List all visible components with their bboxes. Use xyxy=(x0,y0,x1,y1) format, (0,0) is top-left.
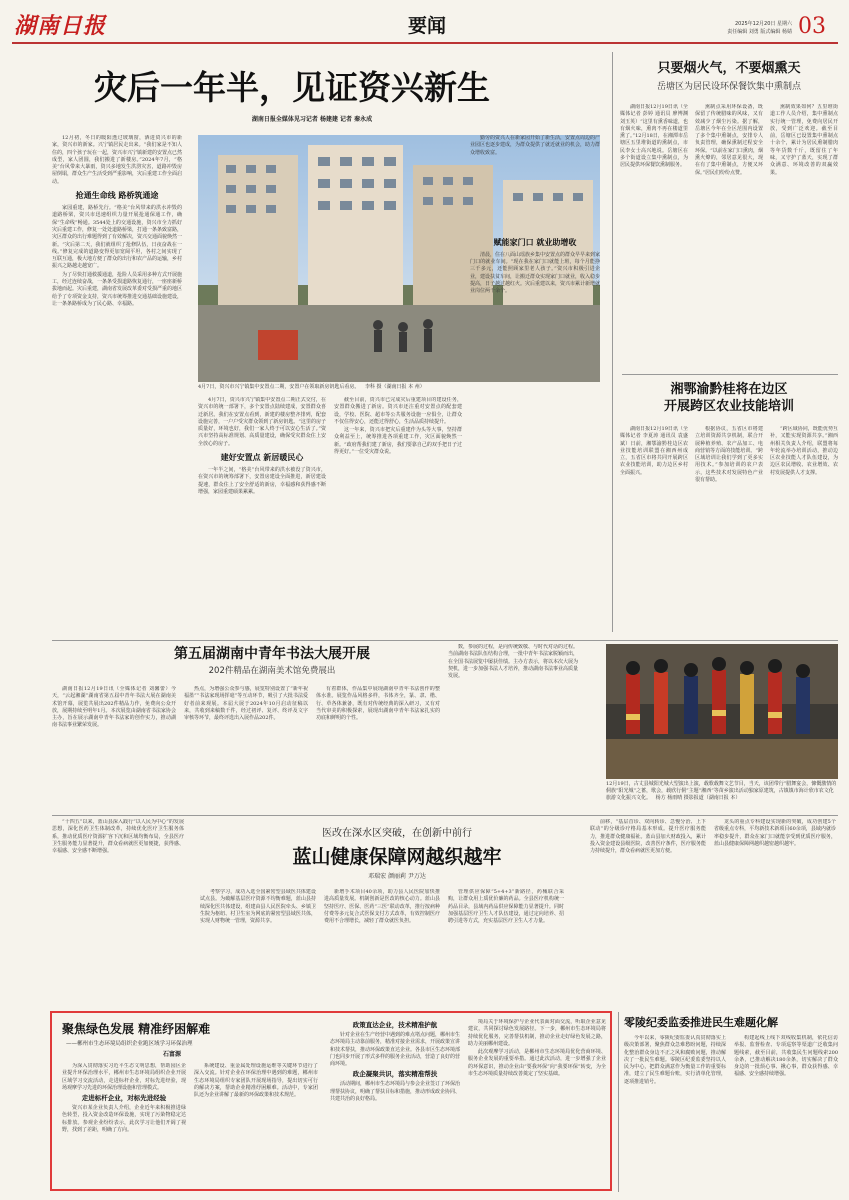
column-5: 前移，“基层首诊、双向转诊、急慢分治、上下联动”的分级诊疗格局基本形成。提升医疗服务能力，推进群众健康福祉。蓝山县加大财政投入，累计投入资金建设县级医院，改善医疗条件，医疗服务能力持续提升，群众看病就医更加方便。 xyxy=(590,819,706,855)
headline-line-2: 开展跨区农业技能培训 xyxy=(663,399,794,414)
headline: 只要烟火气，不要烟熏天 xyxy=(657,61,801,76)
photo-credit: 杨方 杨雨晴 摄影报道（湖南日报 本） xyxy=(655,795,741,801)
column-6: 龙头的重点专科建设实现新的突破，成功创建5个省级重点专科，平均新技术新项目60余项，县域内就诊率稳步提升，群众在家门口就能享受到优质医疗服务，蓝山县健康保障网越织越密越织越牢。 xyxy=(714,819,836,847)
photo-credit: 李科 摄（湖南日报 本 州） xyxy=(364,384,425,390)
headline: 零陵纪委监委推进民生难题化解 xyxy=(624,1016,778,1029)
byline: 石富源 xyxy=(162,1051,181,1058)
column-2: 热点，为增强公众参与感，展览特别设置了“新年祝福墨”“书法家现场挥毫”等互动环节，吸引了大批书法爱好者前来观展。本届大展于2024年10月启动征稿以来，共收到来稿数千件，经过初评、复评、终评及文字审核等环节，最终评选出入展作品202件。 xyxy=(184,686,308,722)
article-healthcare xyxy=(52,819,838,1009)
photo-dancers xyxy=(606,644,838,779)
column-1: “十四五”以来，蓝山县深入践行“以人民为中心”的发展思想，深化医药卫生体制改革，持续优化医疗卫生服务体系，推动优质医疗资源扩容下沉和区域均衡布局，全县医疗卫生服务能力显著提升，群众看病就医更加便捷，获得感、幸福感、安全感不断增强。 xyxy=(52,819,184,855)
page-number: 03 xyxy=(798,14,826,39)
column-2: 系统建设、重金属处理设施运维等关键环节进行了深入交流。针对企业在环保治理中遇到的难题，郴州市生态环境局组织专家团队开展现场指导，提出切实可行的解决方案，帮助企业精准纾困解难。活动中，专家团队还为企业讲解了最新的环保政策和技术规范。 xyxy=(194,1063,318,1099)
headline: 第五届湖南中青年书法大展开展 xyxy=(174,646,370,662)
column-3: 熏制效果如何？五里堆街道工作人员介绍，集中熏制点实行统一管理，免费向居民开放，受到广泛欢迎。截至目前，岳塘区已设置集中熏制点十余个，累计为居民熏制腊肉等年货数千斤，既留住了年味，又守护了蓝天，实现了群众满意、环境改善的双赢效果。 xyxy=(770,104,838,176)
subheadline: 202件精品在湖南美术馆免费展出 xyxy=(208,666,336,676)
section-divider xyxy=(622,374,838,375)
column-3: 有着群体，作品集中展现湖南中青年书法创作的整体水准。展览作品风格多样，书体齐全，篆、隶、楷、行、草各体兼备，既有对传统经典的深入研习，又有对当代审美的积极探索，展现出湖南中青年书法家扎实的功底和鲜明的个性。 xyxy=(316,686,440,722)
section-title: 要闻 xyxy=(407,15,446,37)
column-divider xyxy=(612,52,613,632)
column-1: 湖南日报12月19日讯（全媒体记者 彭婷 通讯员 廖博渊 刘玉英）“这里有熏香味道，也有烟火味，熏肉不再在楼道里熏了。”12月18日，在湘潭市岳塘区五里堆街道的熏制点，市民李女士高兴地说。岳塘区在多个街道设立集中熏制点，为居民提供环保餐饮熏制服务。 xyxy=(620,104,688,169)
photo-caption: 4月7日，资兴市兴宁镇集中安置点二期，安置户在领取新房钥匙后看房。 李科 摄（湖南日报 本 州） xyxy=(198,384,425,390)
column-2: 构建起线上线下双线收集机制，依托信访举报、监督检查、专项巡察等渠道广泛收集问题线索，截至目前，共收集民生问题线索200余条，已推动解决180余条，切实解决了群众身边的一批烦心事、揪心事，群众获得感、幸福感、安全感持续增强。 xyxy=(734,1035,838,1078)
subhead-housing: 建好安置点 新居暖民心 xyxy=(220,453,304,463)
masthead-rule xyxy=(12,42,838,44)
column-1: 今年以来，零陵纪委监委认真贯彻落实上级决策部署，聚焦群众急难愁盼问题，持续深化整治群众身边不正之风和腐败问题，推动解决了一批民生难题。零陵区纪委监委坚持以人民为中心，把群众满意作为衡量工作的重要标准，建立了民生难题台账，实行清单化管理，逐项推进销号。 xyxy=(624,1035,726,1085)
column-3: “跨区域协同，既能优势互补，又能实现资源共享。”湘西州相关负责人介绍，联盟将每年轮流举办培训活动，推动边区农业技能人才队伍建设，为边区农民增收、农业增效、农村发展提供人才支撑。 xyxy=(770,426,838,476)
issue-date: 2025年12月20日 星期六 xyxy=(734,21,792,27)
section-divider xyxy=(52,815,838,816)
column-3: 新增手术项目40余项，助力县人民医院加快推进高质量发展。机制创新是医改的核心动力。蓝山县坚持医疗、医保、医药“三医”联动改革，推行按病种付费等多元复合式医保支付方式改革，有效控制医疗费用不合理增长，减轻了群众就医负担。 xyxy=(324,889,440,925)
column-4: 境局关于环境保护与企业代表面对面交流，听取企业意见建议，共同探讨绿色发展路径。下一步，郴州市生态环境局将持续优化服务，完善帮扶机制，推动企业走好绿色发展之路，助力美丽郴州建设。 此次观摩学习活动，是郴州市生态环境局优化营商环境、服务企业发展的重要举措。通过此次活动，进一步增强了企业的环保意识，推动企业由“要我环保”向“我要环保”转变，为全市生态环境质量持续改善奠定了坚实基础。 xyxy=(468,1019,606,1078)
byline: 湖南日报全媒体见习记者 杨建建 记者 秦永成 xyxy=(251,116,373,123)
subhead-policy: 政策直达企业，技术精准护航 xyxy=(352,1021,438,1029)
subheadline: 岳塘区为居民设环保餐饮集中熏制点 xyxy=(656,82,801,92)
article-smoke xyxy=(620,52,838,372)
column-3: 截至目前，资兴市已完成灾后重建项目的建设任务，安置群众搬进了新房。资兴市还注重对安置点的配套建设，学校、医院、超市等公共服务设施一应俱全，让群众不仅住得安心，还能过得舒心，生活品质持续提升。 这一年来，资兴市把灾后重建作为头等大事，坚持群众利益至上，统筹推进各项重建工作，灾区面貌焕然一新。“政府帮我们建了新房，我们要靠自己的双手把日子过得更好。”一位受灾群众说。 xyxy=(334,397,462,456)
subhead-benchmark: 走进标杆企业，对标先进经验 xyxy=(81,1094,167,1103)
subhead-jobs: 赋能家门口 就业助增收 xyxy=(493,237,577,247)
editor-credits: 责任编辑 刘勇 版式编辑 杨婧 xyxy=(727,29,792,35)
article-calligraphy xyxy=(52,644,592,812)
column-4: 数，参展的过程，是向传统致敬、与时代对话的过程。当前湖南书法队伍结构合理，一批中青年书法家脱颖而出，在全国书法展览中屡获佳绩。主办方表示，将以本次大展为契机，进一步加强书法人才培养，推动湖南书法事业高质量发展。 xyxy=(448,644,578,680)
column-4: 勤劳的资兴人在新家园开始了新生活，安置点周边的产业园区也逐步建成，为群众提供了就近就业的机会，助力群众增收致富。 赋能家门口 就业助增收 清晨，住在八面山瑶族乡集中安置点的群众早早来到家门口的就业车间。“现在我在家门口就能上班，每个月能挣三千多元，还能照顾家里老人孩子。”资兴市积极引进企业，建设扶贫车间，让搬迁群众实现家门口就业，收入稳步提高，日子越过越红火。灾后重建以来，资兴市累计新增就业岗位两千余个。 xyxy=(470,135,600,295)
subhead-consensus: 政企凝聚共识，落实精准帮扶 xyxy=(352,1070,438,1079)
headline-line-1: 湘鄂渝黔桂将在边区 xyxy=(670,382,788,397)
column-1: 湖南日报12月19日讯（全媒体记者 刘馨蕾）今天，“云起湘湖”湖南省第五届中青年书法大展在湖南美术馆开幕，展览共展出202件精品力作，免费向公众开放，展期持续至明年1月。本次展览由湖南省书法家协会主办，旨在展示湖南中青年书法家的创作实力，推动湖南书法事业繁荣发展。 xyxy=(52,686,176,729)
subhead-roads: 抢通生命线 路桥筑通途 xyxy=(75,191,159,201)
headline: 蓝山健康保障网越织越牢 xyxy=(292,846,502,868)
column-2: 考察学习，成功入选全国紧密型县域医共体建设试点县。为破解基层医疗资源不均衡难题，蓝山县持续深化医共体建设，组建由县人民医院牵头、乡镇卫生院为枢纽、村卫生室为网底的紧密型县域医共体，实现人财物统一管理，资源共享。 xyxy=(200,889,316,925)
subheadline: ——郴州市生态环境局组织企业跑区域学习环保治理 xyxy=(66,1041,193,1047)
column-2: 根据协议，五省区市将建立培训资源共享机制，联合开展种植养殖、农产品加工、电商营销等方面的技能培训。“跨区域培训让我们学到了更多实用技术。”参加培训的农户表示，这些技术对发展特色产业很有帮助。 xyxy=(695,426,763,484)
article-training xyxy=(620,378,838,633)
headline: 灾后一年半，见证资兴新生 xyxy=(94,68,490,107)
column-3: 政策直达企业，技术精准护航 针对企业在生产经营中遇到的难点堵点问题，郴州市生态环境局主动靠前服务，精准对接企业需求，开展政策宣讲和技术帮扶，推动环保政策直达企业。各县市区生态环境部门也同步开展了形式多样的服务企业活动，营造了良好的营商环境。 政企凝聚共识，落实精准帮扶 活动期间，郴州市生态环境局与参会企业签订了环保治理帮扶协议，明确了帮扶目标和措施，推动形成政企协同、共建共治的良好格局。 xyxy=(330,1021,460,1103)
article-lingling xyxy=(624,1011,838,1191)
column-divider xyxy=(618,1012,619,1192)
section-divider xyxy=(52,640,838,641)
column-2: 4月7日，资兴市兴宁镇集中安置点二期正式交付，在资兴市的统一部署下，多个安置点陆续建成，安置群众喜迁新居。我们在安置点看到，新建的楼房整齐排列，配套设施完善，一户户受灾群众领到了新房钥匙。“这里的房子质量好，环境也好，我们一家人终于可以安心生活了。”资兴市坚持高标准规划、高质量建设，确保受灾群众住上安全放心的房子。 建好安置点 新居暖民心 一年半之间，“格美”台风带来的洪水被没了资兴市，在资兴市的统筹部署下，安置房建设全面推进，新居建设提速，群众住上了安全舒适的新房，幸福感和获得感不断增强，家园重建硕果累累。 xyxy=(198,397,326,495)
column-1: 12月初，冬日的暖阳透过玻璃窗，洒进资兴市的新家，资兴市的新家。兴宁镇居民走出来。“我们家是不知人住的，四个孩子玩在一起，资兴市兴宁镇新建的安置点已然成型，家人团圆，我们搬进了新楼房。”2024年7月，“格美”台风带来大暴雨，资兴多地发生洪涝灾害，道路冲毁房屋倒塌，群众生产生活受到严重影响，灾后重建工作全面启动。 抢通生命线 路桥筑通途 家园重建，路桥先行。“格美”台风带来的洪水冲毁的道路桥梁，资兴市迅速组织力量开展抢通保通工作，确保“生命线”畅通。3544处上的交通设施，资兴市全力抓好灾后重建工作，修复一处处道路桥梁，打通一条条致富路，灾区群众的出行难题得到了有效解决，资兴交通面貌焕然一新。“灾后第二天，我们就组织了抢修队伍，日夜奋战在一线。”修复完成的道路变得更加宽阔平坦，各村之间实现了互联互通，极大地方便了群众的出行和农产品的运输，乡村振兴之路越走越宽广。 为了尽快打通救援通道，抢险人员采用多种方式开展施工，经过连续奋战，一条条受损道路恢复通行，一座座新桥拔地而起。灾后重建，湖南省发展改革委对受损严重的地区给予了专项资金支持，资兴市统筹推进交通基础设施建设，让一条条路桥成为了民心路、幸福路。 xyxy=(52,135,182,307)
column-1: 湖南日报12月19日讯（全媒体记者 李夏涛 通讯员 袁盛斌）日前，湘鄂渝黔桂边区农业技能培训联盟在湘西州成立，五省区市将共同开展跨区农业技能培训，助力边区乡村全面振兴。 xyxy=(620,426,688,476)
column-1: 为深入贯彻落实习近平生态文明思想，帮助园区企业提升环保治理水平，郴州市生态环境局组织企业开展区域学习交流活动，走进标杆企业，对标先进经验，现场观摩学习先进的环保治理设施和管理模式。 走进标杆企业，对标先进经验 资兴市某企业负责人介绍，企业近年来积极推进绿色转型，投入资金改造环保设施，实现了污染物稳定达标排放。参观企业纷纷表示，此次学习让他们开阔了视野，找到了差距，明确了方向。 xyxy=(62,1063,186,1134)
kicker: 医改在深水区突破，在创新中前行 xyxy=(322,828,472,839)
masthead xyxy=(0,0,849,46)
article-green-development xyxy=(50,1011,612,1191)
column-2: 熏制点采用环保设备，既保留了传统腊味的风味，又有效减少了烟尘污染。据了解，岳塘区今年在全区范围内设置了多个集中熏制点，安排专人负责管理，确保熏制过程安全环保。“以前在家门口熏肉，烟熏火燎的，邻居意见很大，现在有了集中熏制点，方便又环保。”居民们纷纷点赞。 xyxy=(695,104,763,176)
photo-caption: 12月19日，古丈县城阳光城大型演出上演，载歌载舞文艺节目，当天，该团带行“腊舞宴会，慷慨激情的侗族”阳光城“之蓄，歌会，载欣行侗”主题“湘西”等苗乡演出活动独家原建筑，古镇镇市海计欣市农文化旅游文化振兴文化。 杨方 杨雨晴 摄影报道（湖南日报 本） xyxy=(606,781,837,801)
newspaper-logo: 湖南日报 xyxy=(14,13,107,39)
byline: 邓瑞宏 颜丽莉 尹万达 xyxy=(368,873,426,880)
folk-dance-photo xyxy=(606,644,838,779)
headline: 聚焦绿色发展 精准纾困解难 xyxy=(62,1022,211,1036)
column-4: 管理供应保障“5+4+3”新路径，药械联合采购，让群众用上质优价廉的药品。全县医疗机构统一药品目录，县域内药品供应保障能力显著提升。同时加强基层医疗卫生人才队伍建设，通过定向培养、招聘引进等方式，充实基层医疗卫生人才力量。 xyxy=(448,889,564,925)
